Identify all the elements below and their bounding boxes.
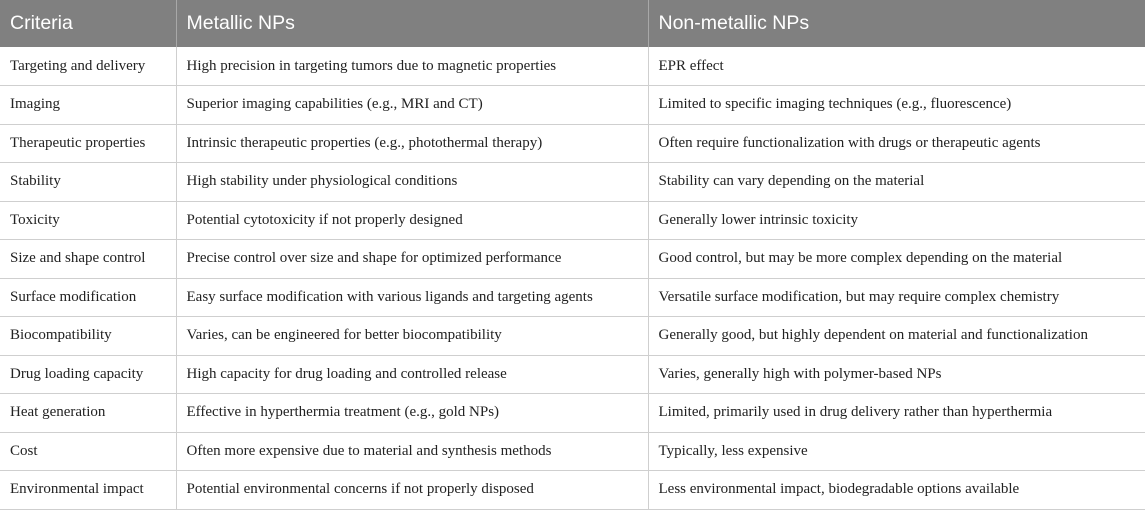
criteria-cell: Cost	[0, 432, 176, 471]
non-metallic-cell: Typically, less expensive	[648, 432, 1145, 471]
criteria-cell: Surface modification	[0, 278, 176, 317]
table-body	[0, 47, 1145, 509]
metallic-cell: Potential cytotoxicity if not properly designed	[176, 201, 648, 240]
metallic-cell: High stability under physiological conditions	[176, 163, 648, 202]
non-metallic-cell: Stability can vary depending on the material	[648, 163, 1145, 202]
metallic-cell: Intrinsic therapeutic properties (e.g., photothermal therapy)	[176, 124, 648, 163]
criteria-cell: Heat generation	[0, 394, 176, 433]
table-row	[0, 394, 1145, 433]
table-row	[0, 432, 1145, 471]
non-metallic-cell: Generally lower intrinsic toxicity	[648, 201, 1145, 240]
header-criteria: Criteria	[0, 0, 176, 47]
header-row	[0, 0, 1145, 47]
non-metallic-cell: Versatile surface modification, but may require complex chemistry	[648, 278, 1145, 317]
non-metallic-cell: Limited, primarily used in drug delivery rather than hyperthermia	[648, 394, 1145, 433]
metallic-cell: Potential environmental concerns if not properly disposed	[176, 471, 648, 510]
table-row	[0, 163, 1145, 202]
criteria-cell: Size and shape control	[0, 240, 176, 279]
table-row	[0, 471, 1145, 510]
non-metallic-cell: Generally good, but highly dependent on material and functionalization	[648, 317, 1145, 356]
table-row	[0, 201, 1145, 240]
non-metallic-cell: Limited to specific imaging techniques (e.g., fluorescence)	[648, 86, 1145, 125]
metallic-cell: High capacity for drug loading and controlled release	[176, 355, 648, 394]
table-row	[0, 355, 1145, 394]
header-non-metallic-nps: Non-metallic NPs	[658, 12, 810, 34]
non-metallic-cell: Less environmental impact, biodegradable options available	[648, 471, 1145, 510]
metallic-cell: Varies, can be engineered for better biocompatibility	[176, 317, 648, 356]
non-metallic-cell: Varies, generally high with polymer-based NPs	[648, 355, 1145, 394]
non-metallic-cell: Often require functionalization with drugs or therapeutic agents	[648, 124, 1145, 163]
header-metallic-nps: Metallic NPs	[176, 0, 648, 47]
criteria-cell: Toxicity	[0, 201, 176, 240]
table-row	[0, 278, 1145, 317]
criteria-cell: Stability	[0, 163, 176, 202]
criteria-cell: Targeting and delivery	[0, 47, 176, 86]
metallic-cell: Effective in hyperthermia treatment (e.g., gold NPs)	[176, 394, 648, 433]
table-row	[0, 317, 1145, 356]
criteria-cell: Therapeutic properties	[0, 124, 176, 163]
table-row	[0, 47, 1145, 86]
criteria-cell: Biocompatibility	[0, 317, 176, 356]
metallic-cell: Superior imaging capabilities (e.g., MRI and CT)	[176, 86, 648, 125]
non-metallic-cell: Good control, but may be more complex depending on the material	[648, 240, 1145, 279]
metallic-cell: Often more expensive due to material and synthesis methods	[176, 432, 648, 471]
metallic-cell: Easy surface modification with various ligands and targeting agents	[176, 278, 648, 317]
criteria-cell: Environmental impact	[0, 471, 176, 510]
table-header	[0, 0, 1145, 47]
table-row	[0, 124, 1145, 163]
criteria-cell: Drug loading capacity	[0, 355, 176, 394]
non-metallic-cell: EPR effect	[648, 47, 1145, 86]
table-row	[0, 240, 1145, 279]
metallic-cell: High precision in targeting tumors due to magnetic properties	[176, 47, 648, 86]
metallic-cell: Precise control over size and shape for optimized performance	[176, 240, 648, 279]
criteria-cell: Imaging	[0, 86, 176, 125]
table-row	[0, 86, 1145, 125]
